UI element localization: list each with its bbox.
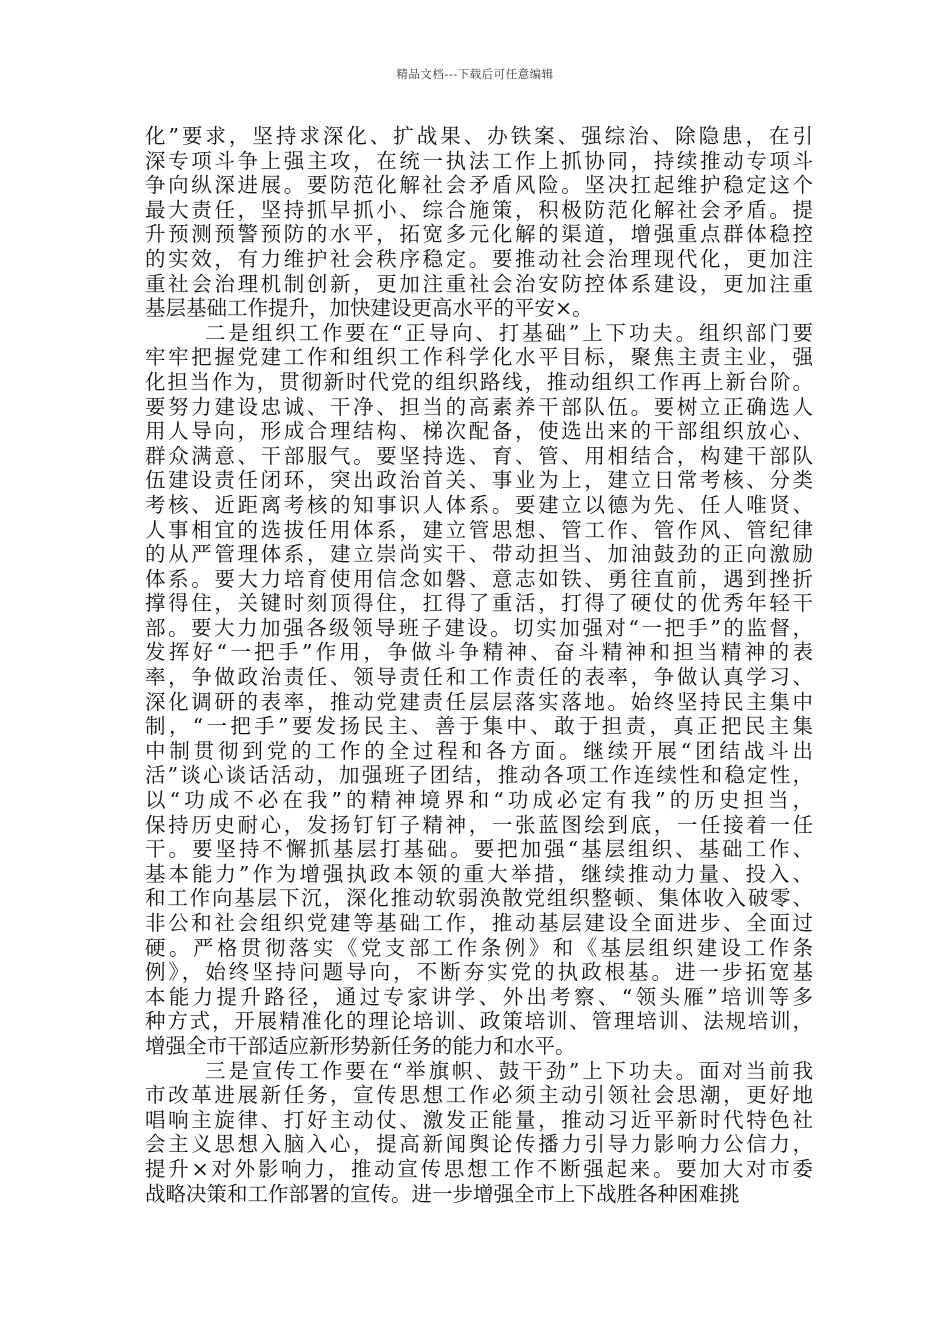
text-line: 深化调研的表率，推动党建责任层层落实落地。始终坚持民主集中	[145, 689, 813, 714]
text-line: 本能力提升路径，通过专家讲学、外出考察、“领头雁”培训等多	[145, 984, 813, 1009]
text-line: 伍建设责任闭环，突出政治首关、事业为上，建立日常考核、分类	[145, 468, 813, 493]
text-line: 中制贯彻到党的工作的全过程和各方面。继续开展“团结战斗出	[145, 738, 813, 763]
text-line: 率，争做政治责任、领导责任和工作责任的表率，争做认真学习、	[145, 665, 813, 690]
text-line: 战略决策和工作部署的宣传。进一步增强全市上下战胜各种困难挑	[145, 1181, 740, 1206]
text-line: 深专项斗争上强主攻，在统一执法工作上抓协同，持续推动专项斗	[145, 148, 813, 173]
text-line: 以“功成不必在我”的精神境界和“功成必定有我”的历史担当，	[145, 788, 813, 813]
text-line: 会主义思想入脑入心，提高新闻舆论传播力引导力影响力公信力，	[145, 1132, 813, 1157]
text-line: 提升×对外影响力，推动宣传思想工作不断强起来。要加大对市委	[145, 1156, 813, 1181]
text-line: 非公和社会组织党建等基础工作，推动基层建设全面进步、全面过	[145, 911, 813, 935]
text-line: 三是宣传工作要在“举旗帜、鼓干劲”上下功夫。面对当前我	[205, 1058, 813, 1083]
text-line: 种方式，开展精准化的理论培训、政策培训、管理培训、法规培训，	[145, 1009, 813, 1034]
document-body	[145, 124, 813, 1206]
text-line: 的从严管理体系，建立崇尚实干、带动担当、加油鼓劲的正向激励	[145, 542, 813, 567]
page-header: 精品文档---下载后可任意编辑	[396, 67, 554, 81]
text-line: 群众满意、干部服气。要坚持选、育、管、用相结合，构建干部队	[145, 443, 813, 468]
text-line: 体系。要大力培育使用信念如磐、意志如铁、勇往直前，遇到挫折	[145, 566, 813, 591]
text-line: 市改革进展新任务，宣传思想工作必须主动引领社会思潮，更好地	[145, 1083, 813, 1108]
text-line: 化担当作为，贯彻新时代党的组织路线，推动组织工作再上新台阶。	[145, 369, 813, 394]
text-line: 增强全市干部适应新形势新任务的能力和水平。	[145, 1033, 576, 1058]
paragraph	[145, 1059, 813, 1207]
text-line: 例》，始终坚持问题导向，不断夯实党的执政根基。进一步拓宽基	[145, 960, 813, 985]
text-line: 的实效，有力维护社会秩序稳定。要推动社会治理现代化，更加注	[145, 246, 813, 271]
text-line: 争向纵深进展。要防范化解社会矛盾风险。坚决扛起维护稳定这个	[145, 173, 813, 198]
text-line: 二是组织工作要在“正导向、打基础”上下功夫。组织部门要	[205, 320, 813, 345]
text-line: 用人导向，形成合理结构、梯次配备，使选出来的干部组织放心、	[145, 419, 813, 444]
text-line: 唱响主旋律、打好主动仗、激发正能量，推动习近平新时代特色社	[145, 1107, 813, 1132]
text-line: 制，“一把手”要发扬民主、善于集中、敢于担责，真正把民主集	[145, 714, 813, 739]
text-line: 要努力建设忠诚、干净、担当的高素养干部队伍。要树立正确选人	[145, 394, 813, 419]
text-line: 发挥好“一把手”作用，争做斗争精神、奋斗精神和担当精神的表	[145, 640, 813, 665]
text-line: 最大责任，坚持抓早抓小、综合施策，积极防范化解社会矛盾。提	[145, 197, 813, 222]
text-line: 部。要大力加强各级领导班子建设。切实加强对“一把手”的监督，	[145, 615, 813, 640]
text-line: 硬。严格贯彻落实《党支部工作条例》和《基层组织建设工作条	[145, 935, 813, 960]
text-line: 牢牢把握党建工作和组织工作科学化水平目标，聚焦主责主业，强	[145, 345, 813, 370]
text-line: 化”要求，坚持求深化、扩战果、办铁案、强综治、除隐患，在引	[145, 124, 813, 148]
text-line: 活”谈心谈话活动，加强班子团结，推动各项工作连续性和稳定性，	[145, 763, 813, 788]
text-line: 人事相宜的选拔任用体系，建立管思想、管工作、管作风、管纪律	[145, 517, 813, 542]
text-line: 升预测预警预防的水平，拓宽多元化解的渠道，增强重点群体稳控	[145, 222, 813, 247]
text-line: 重社会治理机制创新，更加注重社会治安防控体系建设，更加注重	[145, 271, 813, 296]
paragraph	[145, 321, 813, 1059]
text-line: 撑得住，关键时刻顶得住，扛得了重活，打得了硬仗的优秀年轻干	[145, 591, 813, 616]
text-line: 基本能力”作为增强执政本领的重大举措，继续推动力量、投入、	[145, 861, 813, 886]
text-line: 考核、近距离考核的知事识人体系。要建立以德为先、任人唯贤、	[145, 492, 813, 517]
text-line: 干。要坚持不懈抓基层打基础。要把加强“基层组织、基础工作、	[145, 837, 813, 862]
paragraph	[145, 124, 813, 321]
text-line: 和工作向基层下沉，深化推动软弱涣散党组织整顿、集体收入破零、	[145, 886, 813, 911]
text-line: 基层基础工作提升，加快建设更高水平的平安×。	[145, 296, 593, 321]
text-line: 保持历史耐心，发扬钉钉子精神，一张蓝图绘到底，一任接着一任	[145, 812, 813, 837]
